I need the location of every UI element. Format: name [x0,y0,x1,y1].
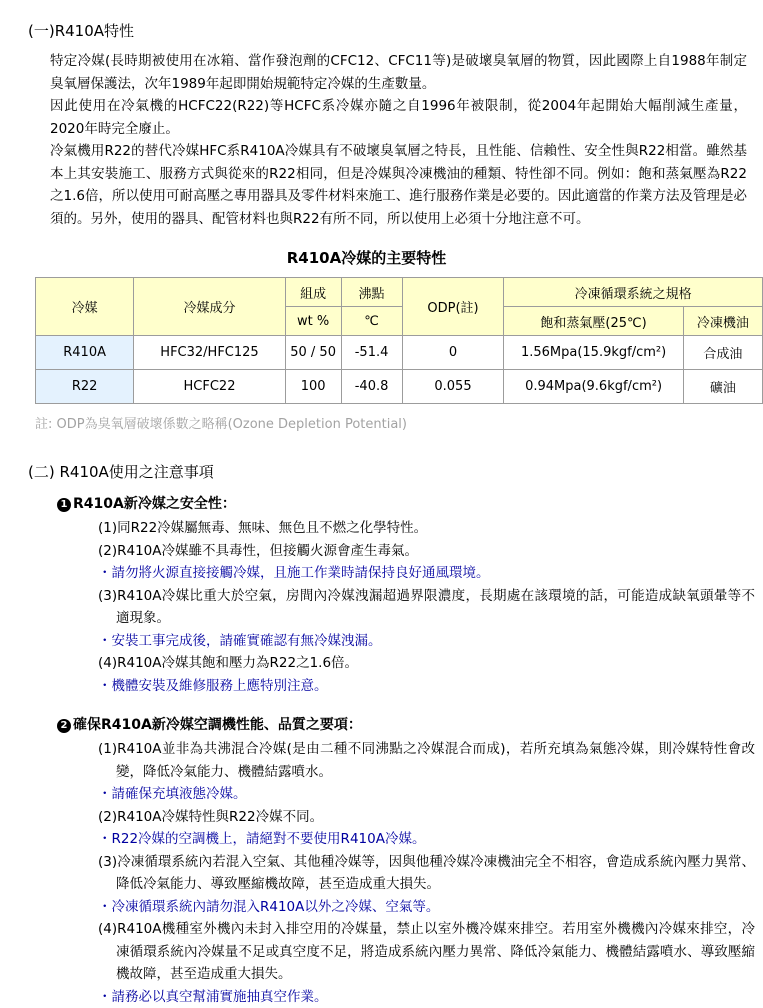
circled-1-marker: 1 [57,498,71,512]
cell-saturated-pressure: 1.56Mpa(15.9kgf/cm²) [504,336,683,370]
section-1-paragraph-1: 特定冷媒(長時期被使用在冰箱、當作發泡劑的CFC12、CFC11等)是破壞臭氧層的物質，因此國際上自1988年制定臭氧層保護法，次年1989年起即開始規範特定冷媒的生產數量。 [50,50,747,95]
tip-item: ・冷凍循環系統內請勿混入R410A以外之冷媒、空氣等。 [98,896,755,919]
list-item: (2)R410A冷媒特性與R22冷媒不同。 [98,806,755,829]
subsection-2-heading [57,714,763,734]
subsection-safety [0,493,763,697]
cell-oil: 合成油 [683,336,762,370]
cell-wt-percent: 50 / 50 [285,336,341,370]
cell-wt-percent: 100 [285,370,341,404]
list-item: (1)R410A並非為共沸混合冷媒(是由二種不同沸點之冷媒混合而成)，若所充填為氣態冷媒，則冷媒特性會改變，降低冷氣能力、機體結露噴水。 [98,738,755,783]
subsection-quality [0,714,763,1008]
subsection-1-heading [57,493,763,513]
tip-item: ・機體安裝及維修服務上應特別注意。 [98,675,755,698]
header-refrigeration-oil: 冷凍機油 [683,307,762,336]
header-odp: ODP(註) [402,278,504,336]
cell-refrigerant: R22 [36,370,134,404]
tip-item: ・請勿將火源直接接觸冷媒，且施工作業時請保持良好通風環境。 [98,562,755,585]
cell-composition: HCFC22 [134,370,286,404]
tip-item: ・請確保充填液態冷媒。 [98,783,755,806]
list-item: (3)冷凍循環系統內若混入空氣、其他種冷媒等，因與他種冷媒冷凍機油完全不相容，會造成系統內壓力異常、降低冷氣能力、導致壓縮機故障，甚至造成重大損失。 [98,851,755,896]
header-makeup: 組成 [285,278,341,307]
table-row-r22 [36,370,763,404]
section-1-paragraph-2: 因此使用在冷氣機的HCFC22(R22)等HCFC系冷媒亦隨之自1996年被限制，從2004年起開始大幅削減生產量，2020年時完全廢止。 [50,95,747,140]
list-item: (4)R410A機種室外機內未封入排空用的冷媒量，禁止以室外機冷媒來排空。若用室外機機內冷媒來排空，冷凍循環系統內冷媒量不足或真空度不足，將造成系統內壓力異常、降低冷氣能力、機體結露噴水、導致壓縮機故障，甚至造成重大損失。 [98,918,755,986]
header-boiling-unit: ℃ [341,307,402,336]
table-footnote: 註: ODP為臭氧層破壞係數之略稱(Ozone Depletion Potential) [35,413,763,432]
cell-odp: 0 [402,336,504,370]
refrigerant-characteristics-table [35,277,763,404]
list-item: (3)R410A冷媒比重大於空氣，房間內冷媒洩漏超過界限濃度，長期處在該環境的話，可能造成缺氧頭暈等不適現象。 [98,585,755,630]
cell-boiling-point: -40.8 [341,370,402,404]
header-composition: 冷媒成分 [134,278,286,336]
table-title: R410A冷媒的主要特性 [0,247,733,268]
section-1-title: (一)R410A特性 [28,20,763,41]
header-makeup-unit: wt % [285,307,341,336]
cell-odp: 0.055 [402,370,504,404]
subsection-2-heading-text: 確保R410A新冷媒空調機性能、品質之要項： [73,717,362,733]
cell-refrigerant: R410A [36,336,134,370]
list-item: (1)同R22冷媒屬無毒、無味、無色且不燃之化學特性。 [98,517,755,540]
cell-boiling-point: -51.4 [341,336,402,370]
cell-oil: 礦油 [683,370,762,404]
table-header-row-1 [36,278,763,307]
tip-item: ・安裝工事完成後，請確實確認有無冷媒洩漏。 [98,630,755,653]
header-saturated-pressure: 飽和蒸氣壓(25℃) [504,307,683,336]
header-cycle-spec-group: 冷凍循環系統之規格 [504,278,763,307]
cell-composition: HFC32/HFC125 [134,336,286,370]
list-item: (2)R410A冷媒雖不具毒性，但接觸火源會產生毒氣。 [98,540,755,563]
cell-saturated-pressure: 0.94Mpa(9.6kgf/cm²) [504,370,683,404]
tip-item: ・請務必以真空幫浦實施抽真空作業。 [98,986,755,1008]
header-refrigerant: 冷媒 [36,278,134,336]
list-item: (4)R410A冷媒其飽和壓力為R22之1.6倍。 [98,652,755,675]
subsection-1-heading-text: R410A新冷媒之安全性： [73,496,236,512]
header-boiling-point: 沸點 [341,278,402,307]
table-row-r410a [36,336,763,370]
tip-item: ・R22冷媒的空調機上，請絕對不要使用R410A冷媒。 [98,828,755,851]
section-2-title: (二) R410A使用之注意事項 [28,461,763,482]
circled-2-marker: 2 [57,719,71,733]
section-1-paragraph-3: 冷氣機用R22的替代冷媒HFC系R410A冷媒具有不破壞臭氧層之特長，且性能、信賴性、安全性與R22相當。雖然基本上其安裝施工、服務方式與從來的R22相同，但是冷媒與冷凍機油的種類、特性卻不同。例如：飽和蒸氣壓為R22之1.6倍，所以使用可耐高壓之專用器具及零件材料來施工、進行服務作業是必要的。因此適當的作業方法及管理是必須的。另外，使用的器具、配管材料也與R22有所不同，所以使用上必須十分地注意不可。 [50,140,747,230]
